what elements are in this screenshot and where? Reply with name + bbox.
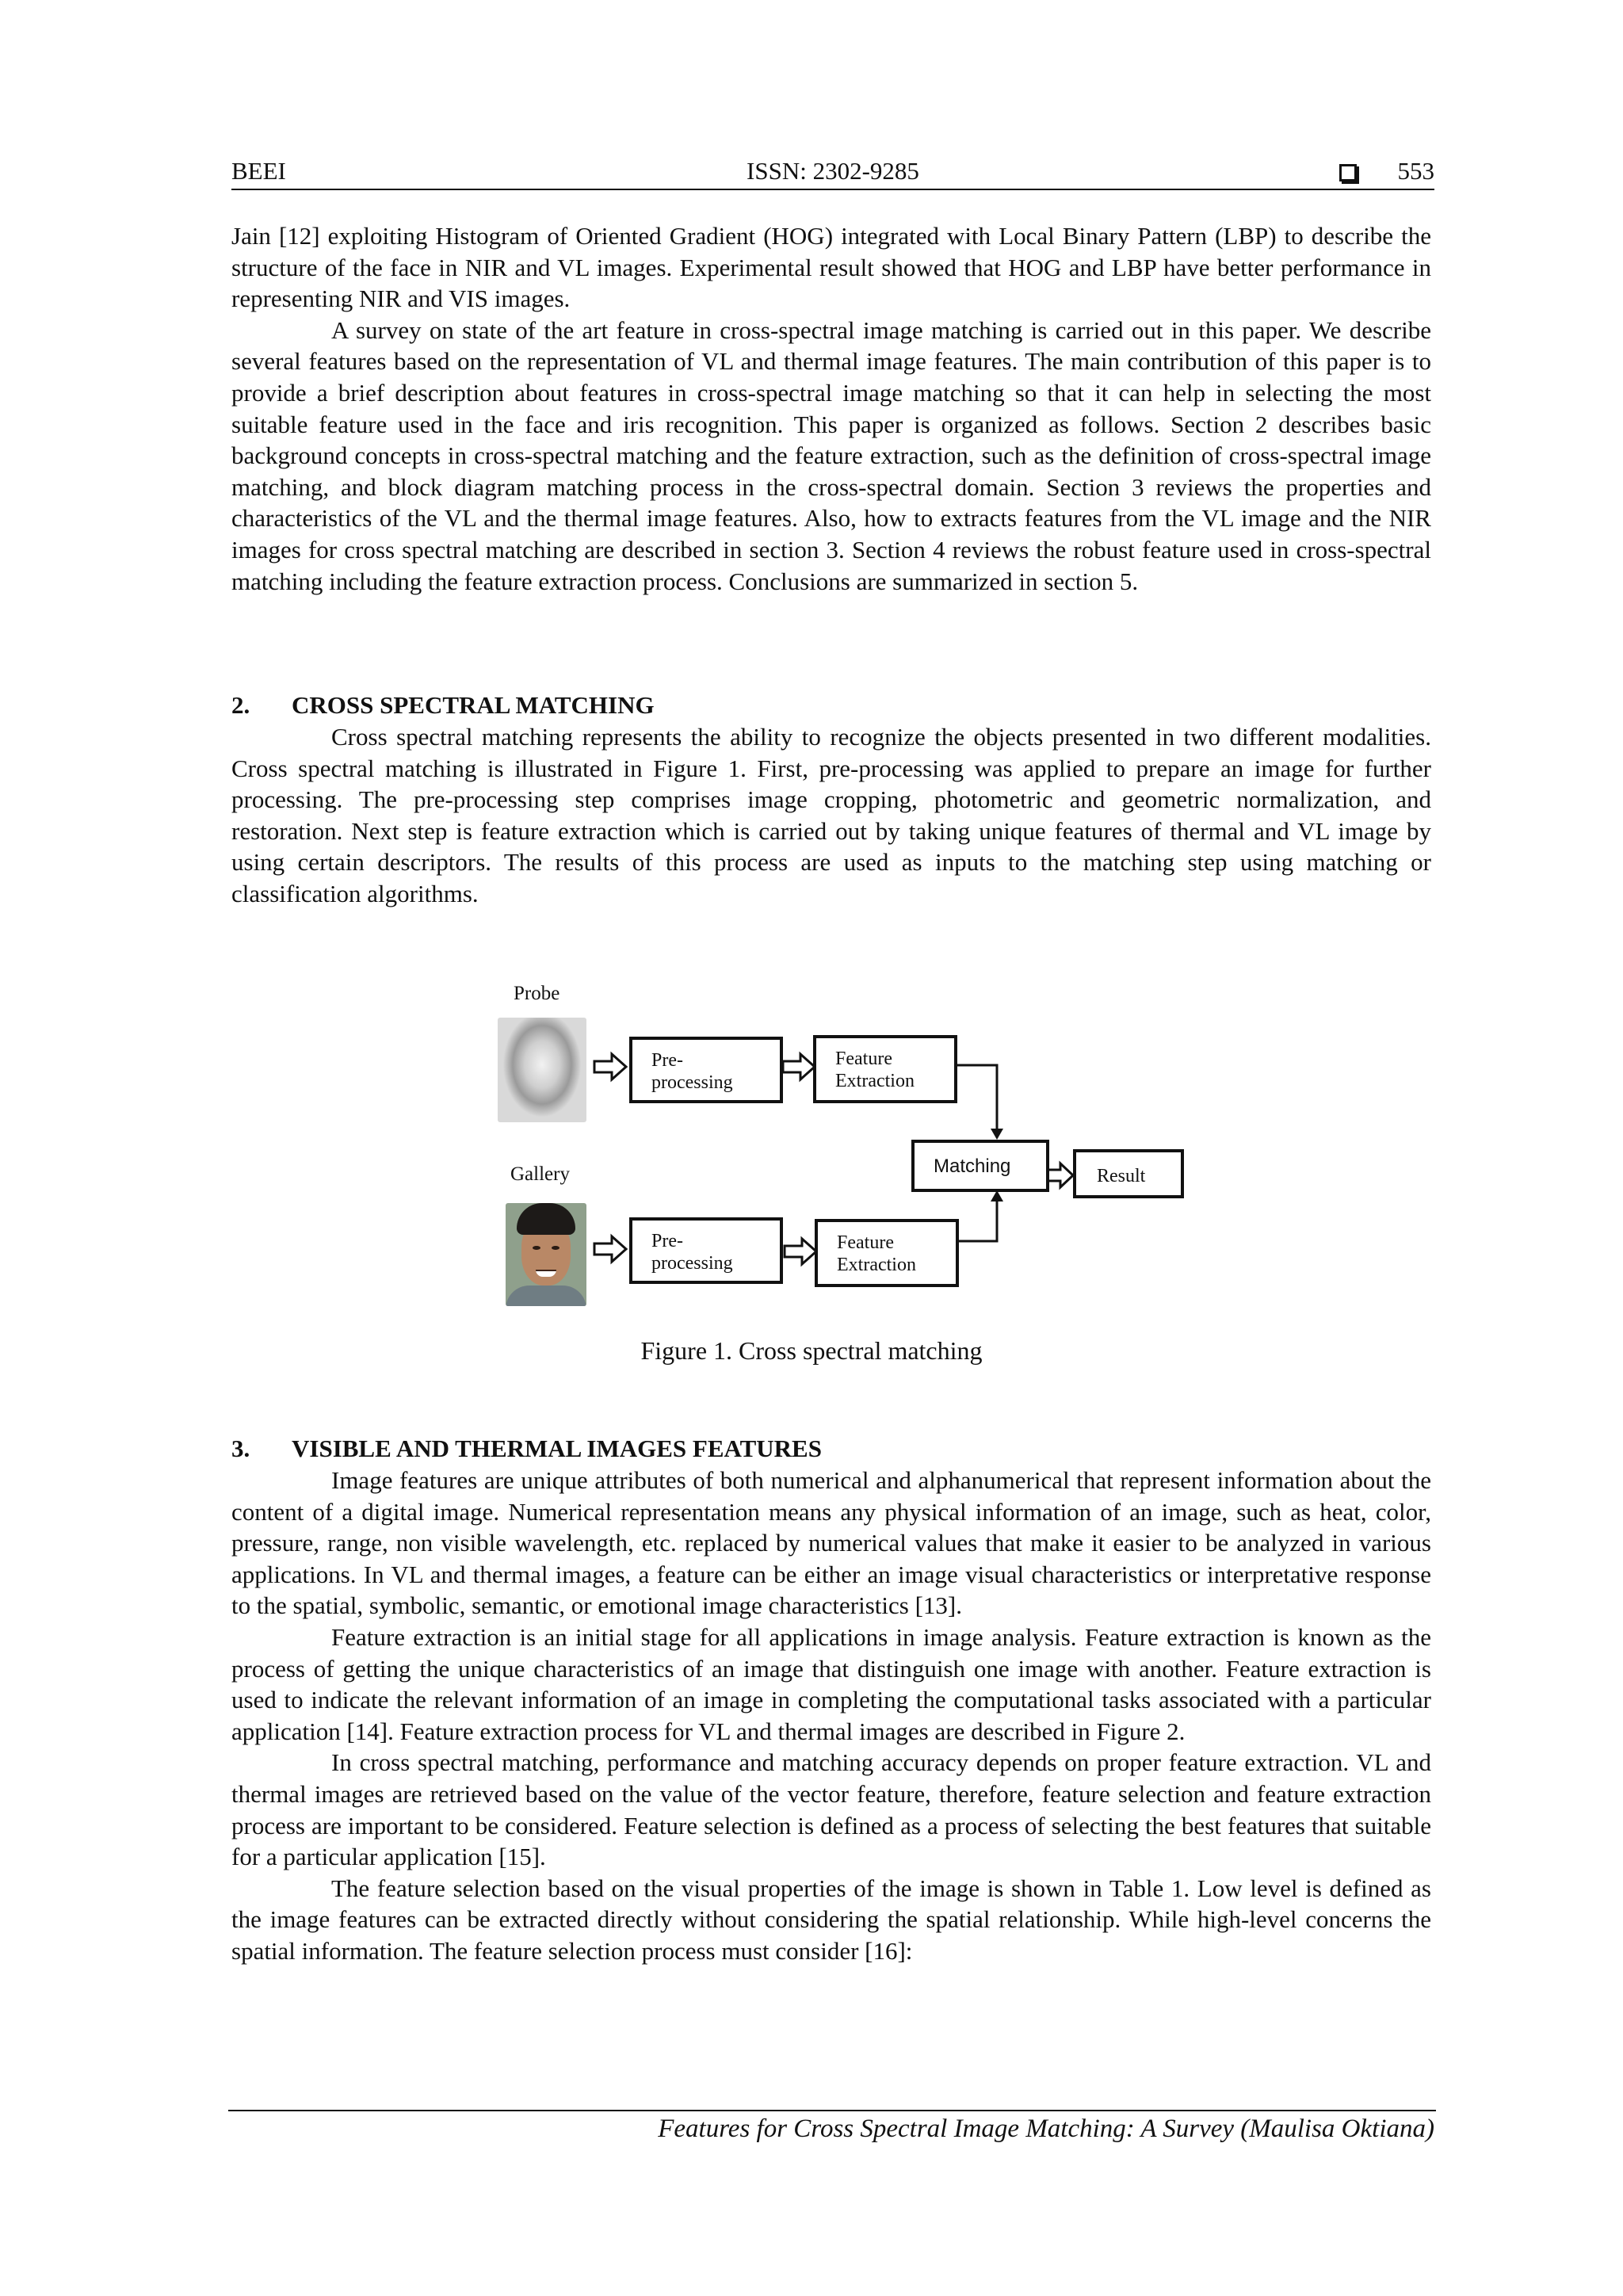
running-title: Features for Cross Spectral Image Matching: A Survey (Maulisa Oktiana) [658,2115,1434,2143]
probe-label: Probe [514,983,560,1004]
section-title: VISIBLE AND THERMAL IMAGES FEATURES [292,1435,822,1462]
preprocessing-label-line2: processing [651,1253,733,1274]
header-rule [231,189,1434,190]
top-feature-to-matching-line [957,1065,997,1130]
down-arrowhead [991,1129,1003,1140]
section-number: 2. [231,691,250,719]
gallery-to-preprocessing-arrow [594,1236,626,1262]
page-number-group [1339,155,1435,187]
section-number: 3. [231,1435,250,1462]
section-2-paragraph-1: Cross spectral matching represents the ability to recognize the objects presented in two different modalities. Cross spectral matching is illustrated in Figure 1. First, pre-processing was applied to prepare an image for further processing. The pre-processing step comprises image cropping, photometric and geometric normalization, and restoration. Next step is feature extraction which is carried out by taking unique features of thermal and VL image by using certain descriptors. The results of this process are used as inputs to the matching step using matching or classification algorithms. [231,723,1431,907]
preprocessing-label-line1: Pre- [651,1231,683,1251]
probe-to-preprocessing-arrow [594,1054,626,1079]
preprocessing-box-bottom [629,1217,783,1284]
result-box: Result [1073,1149,1184,1198]
feature-label-line2: Extraction [837,1255,916,1275]
preprocessing-label-line1: Pre- [651,1050,683,1071]
feature-extraction-box-bottom [815,1219,959,1287]
up-arrowhead [991,1190,1003,1201]
section-3-paragraph-4: The feature selection based on the visual properties of the image is shown in Table 1. Low level is defined as the image features can be extracted directly without considering the spatial relationship. While high-level concerns the spatial information. The feature selection process must consider [16]: [231,1874,1431,1965]
matching-to-result-arrow [1048,1163,1073,1187]
section-3-text [231,1465,1431,1967]
section-3-paragraph-3: In cross spectral matching, performance and matching accuracy depends on proper feature extraction. VL and thermal images are retrieved based on the value of the vector feature, therefore, feature selection and feature extraction process are important to be considered. Feature selection is defined as a process of selecting the best features that suitable for a particular application [15]. [231,1748,1431,1871]
page-header [231,155,1434,190]
figure-1-caption: Figure 1. Cross spectral matching [640,1336,983,1365]
square-bullet-icon [1339,164,1357,181]
preprocessing-to-feature-arrow-top [783,1054,815,1079]
intro-paragraph-2: A survey on state of the art feature in cross-spectral image matching is carried out in this paper. We describe several features based on the representation of VL and thermal image features. The main contribution of this paper is to provide a brief description about features in cross-spectral image matching so that it can help in selecting the most suitable feature used in the face and iris recognition. This paper is organized as follows. Section 2 describes basic background concepts in cross-spectral matching and the feature extraction, such as the definition of cross-spectral image matching, and block diagram matching process in the cross-spectral domain. Section 3 reviews the properties and characteristics of the VL and the thermal image features. Also, how to extracts features from the VL image and the NIR images for cross spectral matching are described in section 3. Section 4 reviews the robust feature used in cross-spectral matching including the feature extraction process. Conclusions are summarized in section 5. [231,315,1431,595]
feature-label-line1: Feature [837,1232,894,1253]
preprocessing-to-feature-arrow-bottom [785,1239,816,1264]
preprocessing-label-line2: processing [651,1072,733,1093]
journal-name: BEEI [231,157,286,185]
section-3-paragraph-2: Feature extraction is an initial stage for all applications in image analysis. Feature extraction is known as the process of getting the unique characteristics of an image that distinguish one image with another. Feature extraction is used to indicate the relevant information of an image in completing the computational tasks associated with a particular application [14]. Feature extraction process for VL and thermal images are described in Figure 2. [231,1622,1431,1745]
page-number: 553 [1397,157,1434,185]
intro-paragraph-1: Jain [12] exploiting Histogram of Oriented Gradient (HOG) integrated with Local Binary Pattern (LBP) to describe the structure of the face in NIR and VL images. Experimental result showed that HOG and LBP have better performance in representing NIR and VIS images. [231,222,1431,313]
figure-1-diagram [475,980,1205,1328]
section-3-heading [231,1433,822,1465]
matching-box: Matching [911,1140,1049,1192]
section-3-paragraph-1: Image features are unique attributes of both numerical and alphanumerical that represent information about the content of a digital image. Numerical representation means any physical information of an image, such as heat, color, pressure, range, non visible wavelength, etc. replaced by numerical values that make it easier to be analyzed in various applications. In VL and thermal images, a feature can be either an image visual characteristics or interpretative response to the spatial, symbolic, semantic, or emotional image characteristics [13]. [231,1466,1431,1620]
section-2-heading [231,690,655,721]
feature-extraction-box-top [813,1035,957,1103]
feature-label-line2: Extraction [835,1071,915,1091]
section-title: CROSS SPECTRAL MATCHING [292,691,655,719]
bottom-feature-to-matching-line [959,1200,997,1241]
section-2-text [231,721,1431,910]
feature-label-line1: Feature [835,1049,892,1069]
preprocessing-box-top [629,1037,783,1103]
intro-text [231,220,1431,597]
gallery-label: Gallery [510,1163,570,1185]
issn: ISSN: 2302-9285 [747,157,919,185]
